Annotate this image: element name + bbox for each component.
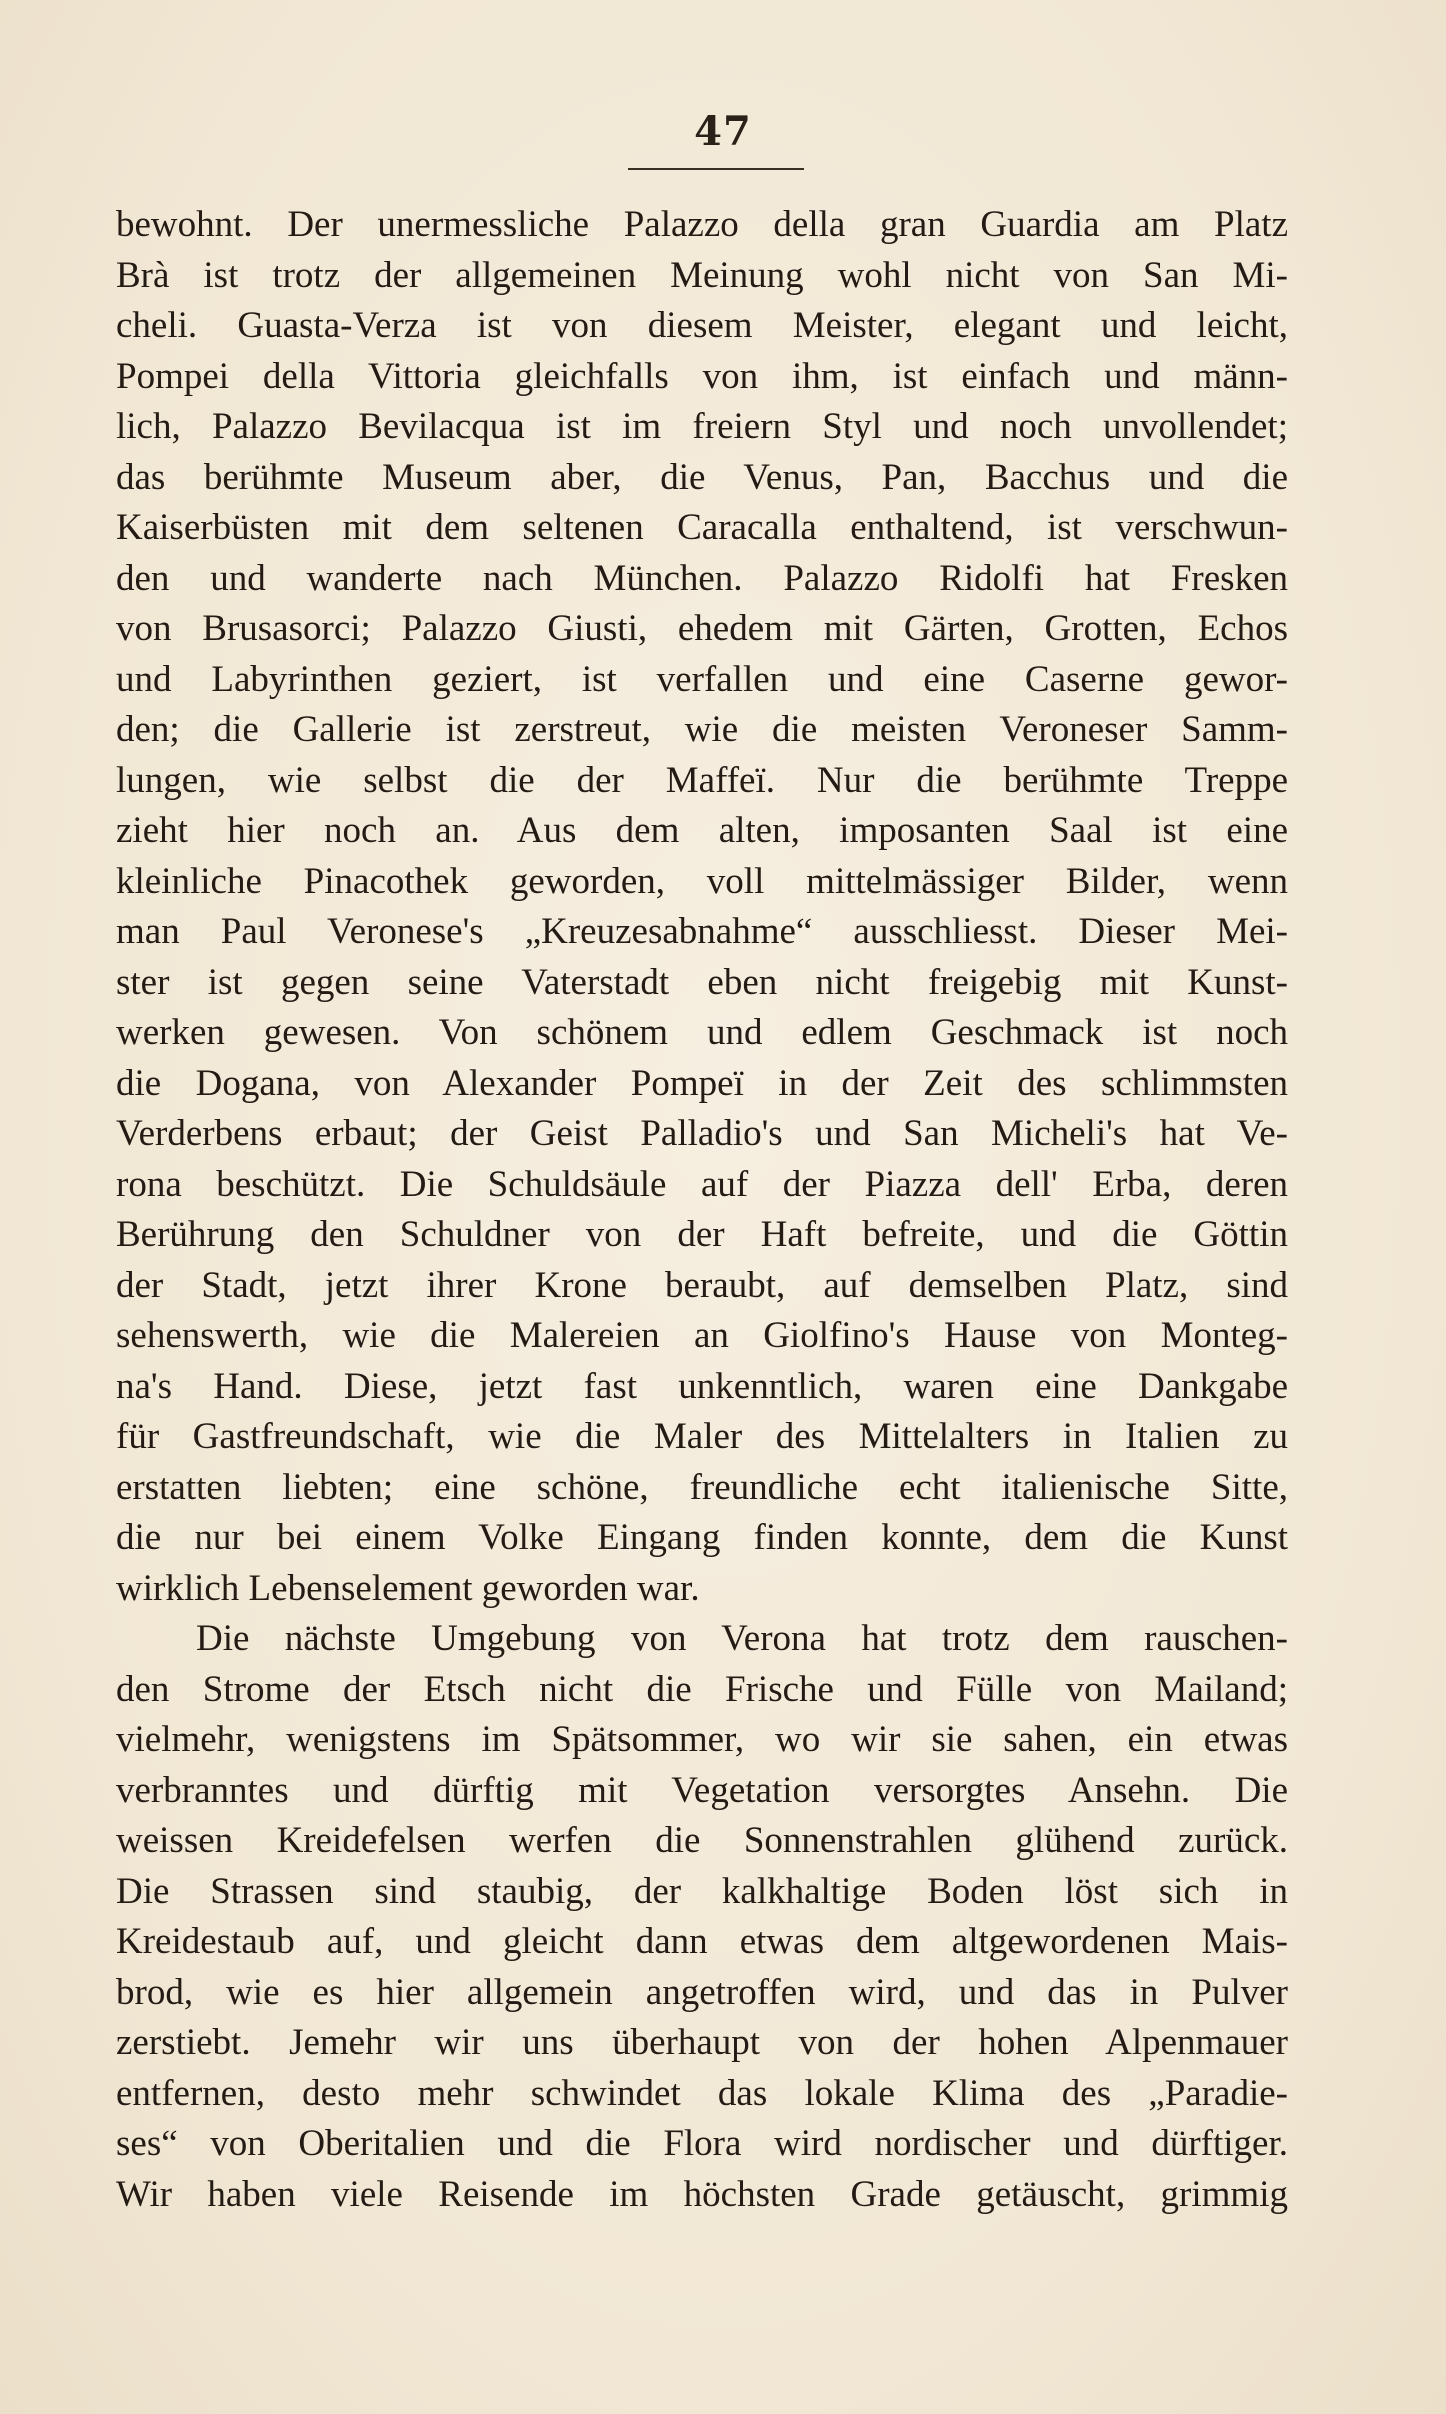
text-line: entfernen, desto mehr schwindet das lokale Klima des „Paradie-: [116, 2072, 1288, 2114]
text-line: rona beschützt. Die Schuldsäule auf der Piazza dell' Erba, deren: [116, 1163, 1288, 1205]
text-line: wirklich Lebenselement geworden war.: [116, 1567, 700, 1609]
text-line: Verderbens erbaut; der Geist Palladio's und San Micheli's hat Ve-: [116, 1113, 1288, 1154]
text-line: zerstiebt. Jemehr wir uns überhaupt von der hohen Alpenmauer: [116, 2022, 1288, 2063]
text-line: von Brusasorci; Palazzo Giusti, ehedem mit Gärten, Grotten, Echos: [116, 608, 1288, 649]
text-line: den und wanderte nach München. Palazzo Ridolfi hat Fresken: [116, 557, 1288, 599]
text-line: der Stadt, jetzt ihrer Krone beraubt, auf demselben Platz, sind: [116, 1264, 1288, 1306]
text-line: Kaiserbüsten mit dem seltenen Caracalla enthaltend, ist verschwun-: [116, 507, 1288, 548]
text-line: brod, wie es hier allgemein angetroffen wird, und das in Pulver: [116, 1971, 1288, 2013]
text-line: bewohnt. Der unermessliche Palazzo della gran Guardia am Platz: [116, 204, 1288, 245]
paragraph: [116, 1614, 1288, 2220]
text-line: die Dogana, von Alexander Pompeï in der Zeit des schlimmsten: [116, 1062, 1288, 1104]
text-line: Brà ist trotz der allgemeinen Meinung wohl nicht von San Mi-: [116, 254, 1288, 296]
text-line: und Labyrinthen geziert, ist verfallen und eine Caserne gewor-: [116, 658, 1288, 700]
text-line: Pompei della Vittoria gleichfalls von ihm, ist einfach und männ-: [116, 355, 1288, 397]
text-line: Wir haben viele Reisende im höchsten Grade getäuscht, grimmig: [116, 2173, 1288, 2215]
text-line: den Strome der Etsch nicht die Frische und Fülle von Mailand;: [116, 1668, 1288, 1710]
text-line: ses“ von Oberitalien und die Flora wird nordischer und dürftiger.: [116, 2123, 1288, 2164]
text-line: sehenswerth, wie die Malereien an Giolfino's Hause von Monteg-: [116, 1315, 1288, 1356]
paragraph: [116, 200, 1288, 1614]
text-line: Berührung den Schuldner von der Haft befreite, und die Göttin: [116, 1214, 1288, 1255]
text-line: weissen Kreidefelsen werfen die Sonnenstrahlen glühend zurück.: [116, 1820, 1288, 1861]
header-rule: [628, 168, 804, 170]
page-number: 47: [694, 108, 752, 155]
text-line: Kreidestaub auf, und gleicht dann etwas dem altgewordenen Mais-: [116, 1921, 1288, 1962]
text-line: werken gewesen. Von schönem und edlem Geschmack ist noch: [116, 1012, 1288, 1053]
text-line: das berühmte Museum aber, die Venus, Pan, Bacchus und die: [116, 456, 1288, 498]
text-line: kleinliche Pinacothek geworden, voll mittelmässiger Bilder, wenn: [116, 860, 1288, 902]
text-line: lungen, wie selbst die der Maffeï. Nur die berühmte Treppe: [116, 759, 1288, 801]
text-line: lich, Palazzo Bevilacqua ist im freiern Styl und noch unvollendet;: [116, 406, 1288, 447]
text-line: für Gastfreundschaft, wie die Maler des Mittelalters in Italien zu: [116, 1416, 1288, 1457]
text-line: vielmehr, wenigstens im Spätsommer, wo wir sie sahen, ein etwas: [116, 1719, 1288, 1760]
text-line: man Paul Veronese's „Kreuzesabnahme“ ausschliesst. Dieser Mei-: [116, 911, 1288, 952]
text-line: cheli. Guasta-Verza ist von diesem Meister, elegant und leicht,: [116, 305, 1288, 346]
text-line: na's Hand. Diese, jetzt fast unkenntlich, waren eine Dankgabe: [116, 1365, 1288, 1407]
text-line: erstatten liebten; eine schöne, freundliche echt italienische Sitte,: [116, 1466, 1288, 1508]
text-line: Die nächste Umgebung von Verona hat trotz dem rauschen-: [196, 1618, 1288, 1659]
text-line: verbranntes und dürftig mit Vegetation versorgtes Ansehn. Die: [116, 1769, 1288, 1811]
text-line: ster ist gegen seine Vaterstadt eben nicht freigebig mit Kunst-: [116, 961, 1288, 1003]
text-line: den; die Gallerie ist zerstreut, wie die meisten Veroneser Samm-: [116, 709, 1288, 750]
text-line: zieht hier noch an. Aus dem alten, imposanten Saal ist eine: [116, 810, 1288, 851]
body-text: [116, 200, 1288, 2220]
text-line: Die Strassen sind staubig, der kalkhaltige Boden löst sich in: [116, 1870, 1288, 1912]
text-line: die nur bei einem Volke Eingang finden konnte, dem die Kunst: [116, 1517, 1288, 1558]
